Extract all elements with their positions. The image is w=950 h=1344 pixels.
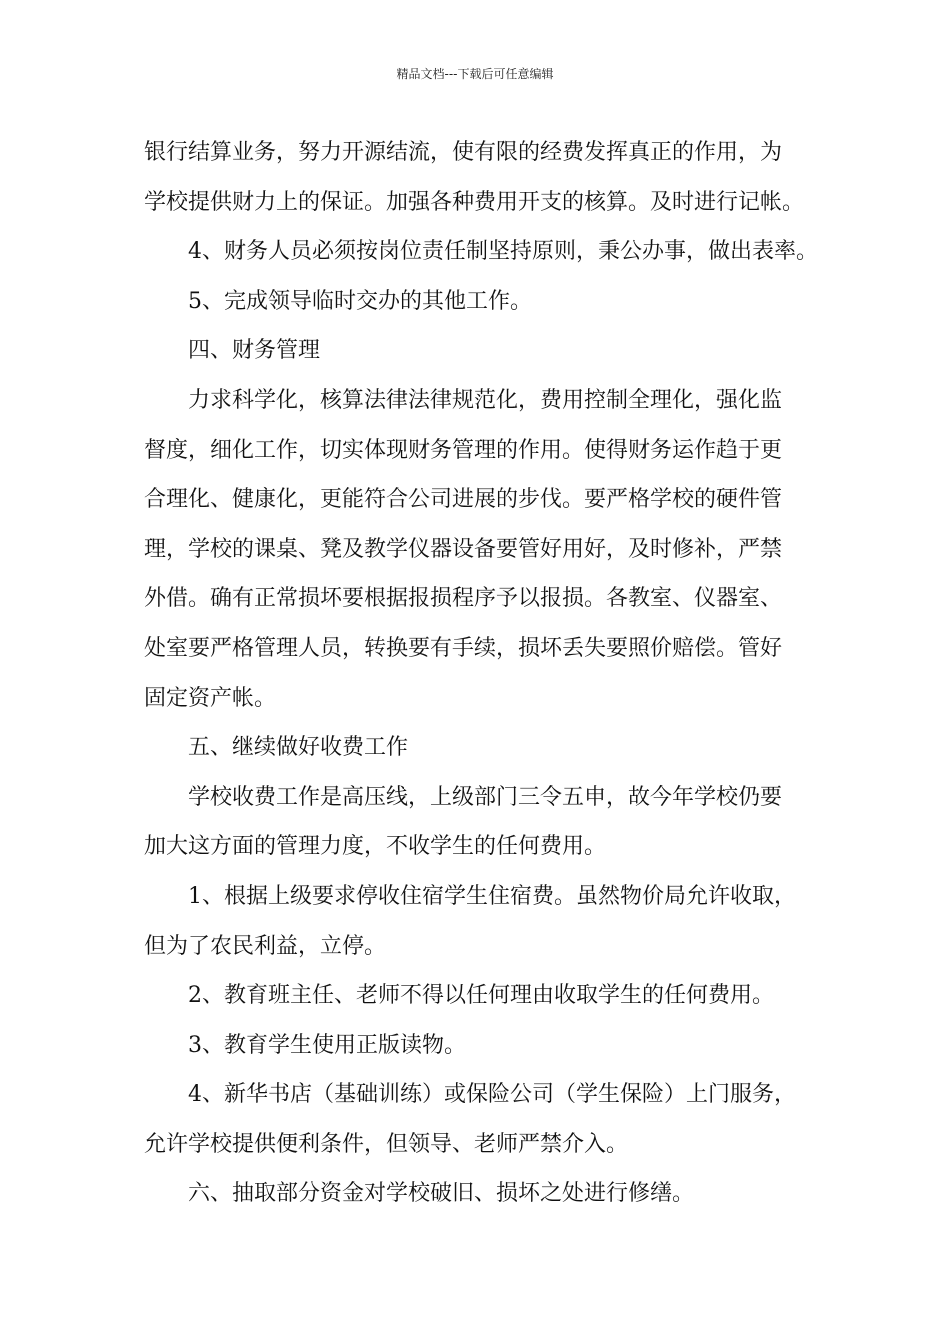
text-line: 学校收费工作是高压线，上级部门三令五申，故今年学校仍要 xyxy=(188,784,783,810)
section-heading: 四、财务管理 xyxy=(188,338,321,364)
text-line: 1、根据上级要求停收住宿学生住宿费。虽然物价局允许收取， xyxy=(188,883,796,909)
text-line: 但为了农民利益，立停。 xyxy=(144,933,387,959)
section-heading: 五、继续做好收费工作 xyxy=(188,735,409,761)
section-heading: 六、抽取部分资金对学校破旧、损坏之处进行修缮。 xyxy=(188,1181,695,1207)
text-line: 力求科学化，核算法律法律规范化，费用控制全理化，强化监 xyxy=(188,387,783,413)
text-line: 4、财务人员必须按岗位责任制坚持原则，秉公办事，做出表率。 xyxy=(188,239,818,265)
text-line: 5、完成领导临时交办的其他工作。 xyxy=(188,288,532,314)
text-line: 允许学校提供便利条件，但领导、老师严禁介入。 xyxy=(144,1131,629,1157)
text-line: 4、新华书店（基础训练）或保险公司（学生保险）上门服务， xyxy=(188,1082,796,1108)
text-line: 2、教育班主任、老师不得以任何理由收取学生的任何费用。 xyxy=(188,983,774,1009)
text-line: 处室要严格管理人员，转换要有手续，损坏丢失要照价赔偿。管好 xyxy=(144,635,783,661)
text-line: 银行结算业务，努力开源结流，使有限的经费发挥真正的作用，为 xyxy=(144,140,783,165)
text-line: 理，学校的课桌、凳及教学仪器设备要管好用好，及时修补，严禁 xyxy=(144,536,783,562)
text-line: 学校提供财力上的保证。加强各种费用开支的核算。及时进行记帐。 xyxy=(144,189,805,215)
text-line: 督度，细化工作，切实体现财务管理的作用。使得财务运作趋于更 xyxy=(144,437,783,463)
text-line: 外借。确有正常损坏要根据报损程序予以报损。各教室、仪器室、 xyxy=(144,586,783,612)
document-body xyxy=(144,128,824,1219)
text-line: 合理化、健康化，更能符合公司进展的步伐。要严格学校的硬件管 xyxy=(144,487,783,513)
text-line: 固定资产帐。 xyxy=(144,685,277,711)
text-line: 加大这方面的管理力度，不收学生的任何费用。 xyxy=(144,834,607,860)
text-line: 3、教育学生使用正版读物。 xyxy=(188,1032,466,1058)
page-header: 精品文档---下载后可任意编辑 xyxy=(396,67,554,81)
